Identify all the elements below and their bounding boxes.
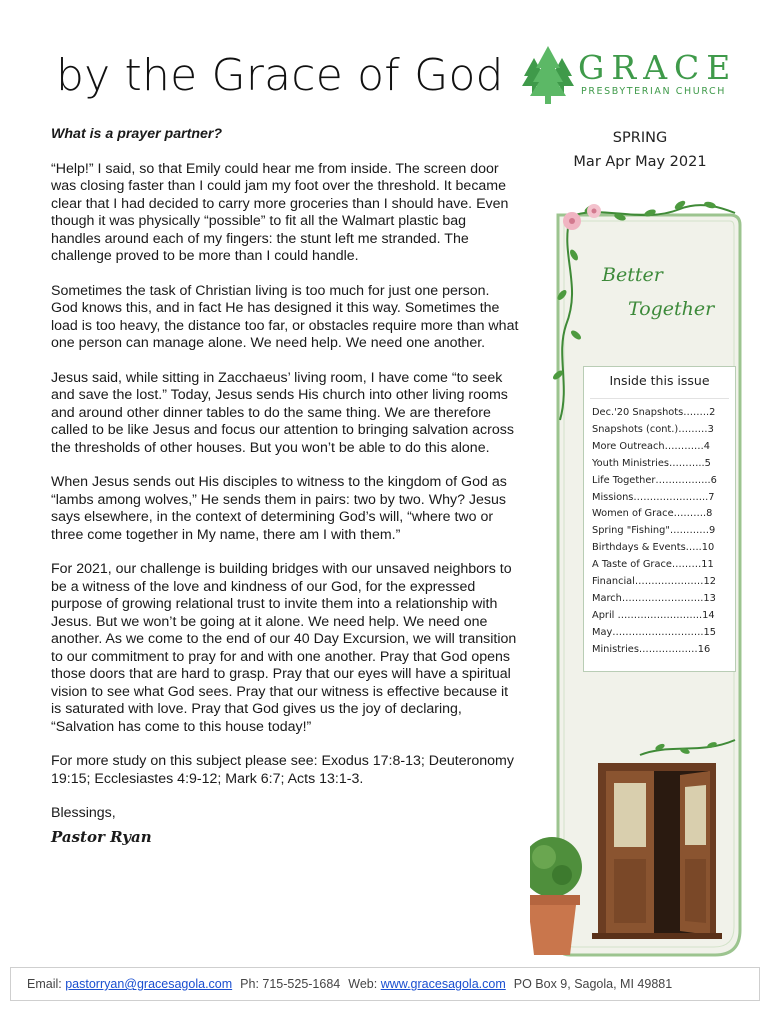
toc-item: Financial…………………12 [592,576,716,588]
article-paragraph: For more study on this subject please see: Exodus 17:8-13; Deuteronomy 19:15; Ecclesiastes 4:9-12; Mark 6:7; Acts 13:1-3. [51,753,514,787]
toc-item: Missions…………………..7 [592,491,715,503]
logo-wordmark: GRACE [578,48,738,87]
toc-item: Ministries………………16 [592,643,711,655]
article-paragraph: When Jesus sends out His disciples to witness to the kingdom of God as “lambs among wolves,” He sends them in pairs: two by two. Why? Jesus says elsewhere, in the context of determining God’s will, “where two or three come together in My name, there am I with them.” [51,474,507,543]
toc-item: Dec.'20 Snapshots……..2 [592,407,716,418]
toc-item: Spring "Fishing"…………9 [592,525,716,537]
toc-item: Birthdays & Events…..10 [592,542,715,554]
church-logo [520,44,740,106]
mailing-address: PO Box 9, Sagola, MI 49881 [513,977,673,991]
toc-item: March…………………….13 [592,592,716,604]
newsletter-title: by the Grace of God [56,50,504,101]
closing-salutation: Blessings, [51,805,116,821]
issue-months: Mar Apr May 2021 [573,154,707,170]
main-article [51,126,519,846]
email-label: Email: [27,977,62,991]
toc-item: April ……………………..14 [592,609,715,621]
pine-trees-icon [520,44,576,104]
phone-number: Ph: 715-525-1684 [240,977,341,991]
toc-item: May……………………….15 [592,626,717,638]
contact-footer [10,967,760,1001]
web-label: Web: [348,977,378,991]
open-door-icon [592,763,722,939]
issue-season: SPRING [612,130,668,146]
article-paragraph: Sometimes the task of Christian living is too much for just one person. God knows this, and in fact He has designed it this way. Sometimes the load is too heavy, the distance too far, or obstacles require more than what one person can manage alone. We need help. We need one another. [51,282,519,351]
toc-list [584,399,735,659]
toc-item: Youth Ministries………..5 [592,457,711,469]
article-paragraph: Jesus said, while sitting in Zacchaeus’ living room, I have come “to seek and save the lost.” Today, Jesus sends His church into other living rooms and around other dinner tables to do the same thing. We are therefore called to be like Jesus and focus our attention to bringing salvation across the thresholds of other houses. But you won’t be able to do this alone. [51,369,514,456]
toc-title: Inside this issue [590,367,729,399]
toc-item: Life Together……………..6 [592,474,717,486]
article-heading: What is a prayer partner? [51,126,223,142]
email-link[interactable]: pastorryan@gracesagola.com [65,977,233,991]
table-of-contents [583,366,736,672]
toc-item: More Outreach…………4 [592,440,711,452]
issue-info [560,126,720,174]
pastor-signature: Pastor Ryan [51,827,152,846]
toc-item: Women of Grace……….8 [592,508,713,520]
theme-together: Together [628,298,715,320]
theme-better: Better [602,264,663,286]
article-paragraph: “Help!” I said, so that Emily could hear me from inside. The screen door was closing faster than I could jam my foot over the threshold. It became clear that I had decided to carry more groceries than I should have. Even though it was physically “possible” to fit all the Walmart plastic bag handles around each of my fingers: the stunt left me stranded. The challenge proved to be more than I could handle. [51,160,509,264]
logo-subtitle: PRESBYTERIAN CHURCH [581,86,727,97]
toc-item: Snapshots (cont.)………3 [592,423,714,435]
website-link[interactable]: www.gracesagola.com [380,977,506,991]
article-paragraph: For 2021, our challenge is building bridges with our unsaved neighbors to be a witness of the love and kindness of our God, for the expressed purpose of growing relational trust to invite them into a relationship with Jesus. But we won’t be going at it alone. We need help. We need one another. As we come to the end of our 40 Day Excursion, we will transition to our commitment to pray for and with one another. Pray that God opens those doors that are hard to grasp. Pray that our eyes will have a spiritual vision to see what God sees. Pray that our witness is effective because it is saturated with love. Pray that God gives us the joy of declaring, “Salvation has come to this house today!” [51,561,517,735]
toc-item: A Taste of Grace………11 [592,559,714,571]
